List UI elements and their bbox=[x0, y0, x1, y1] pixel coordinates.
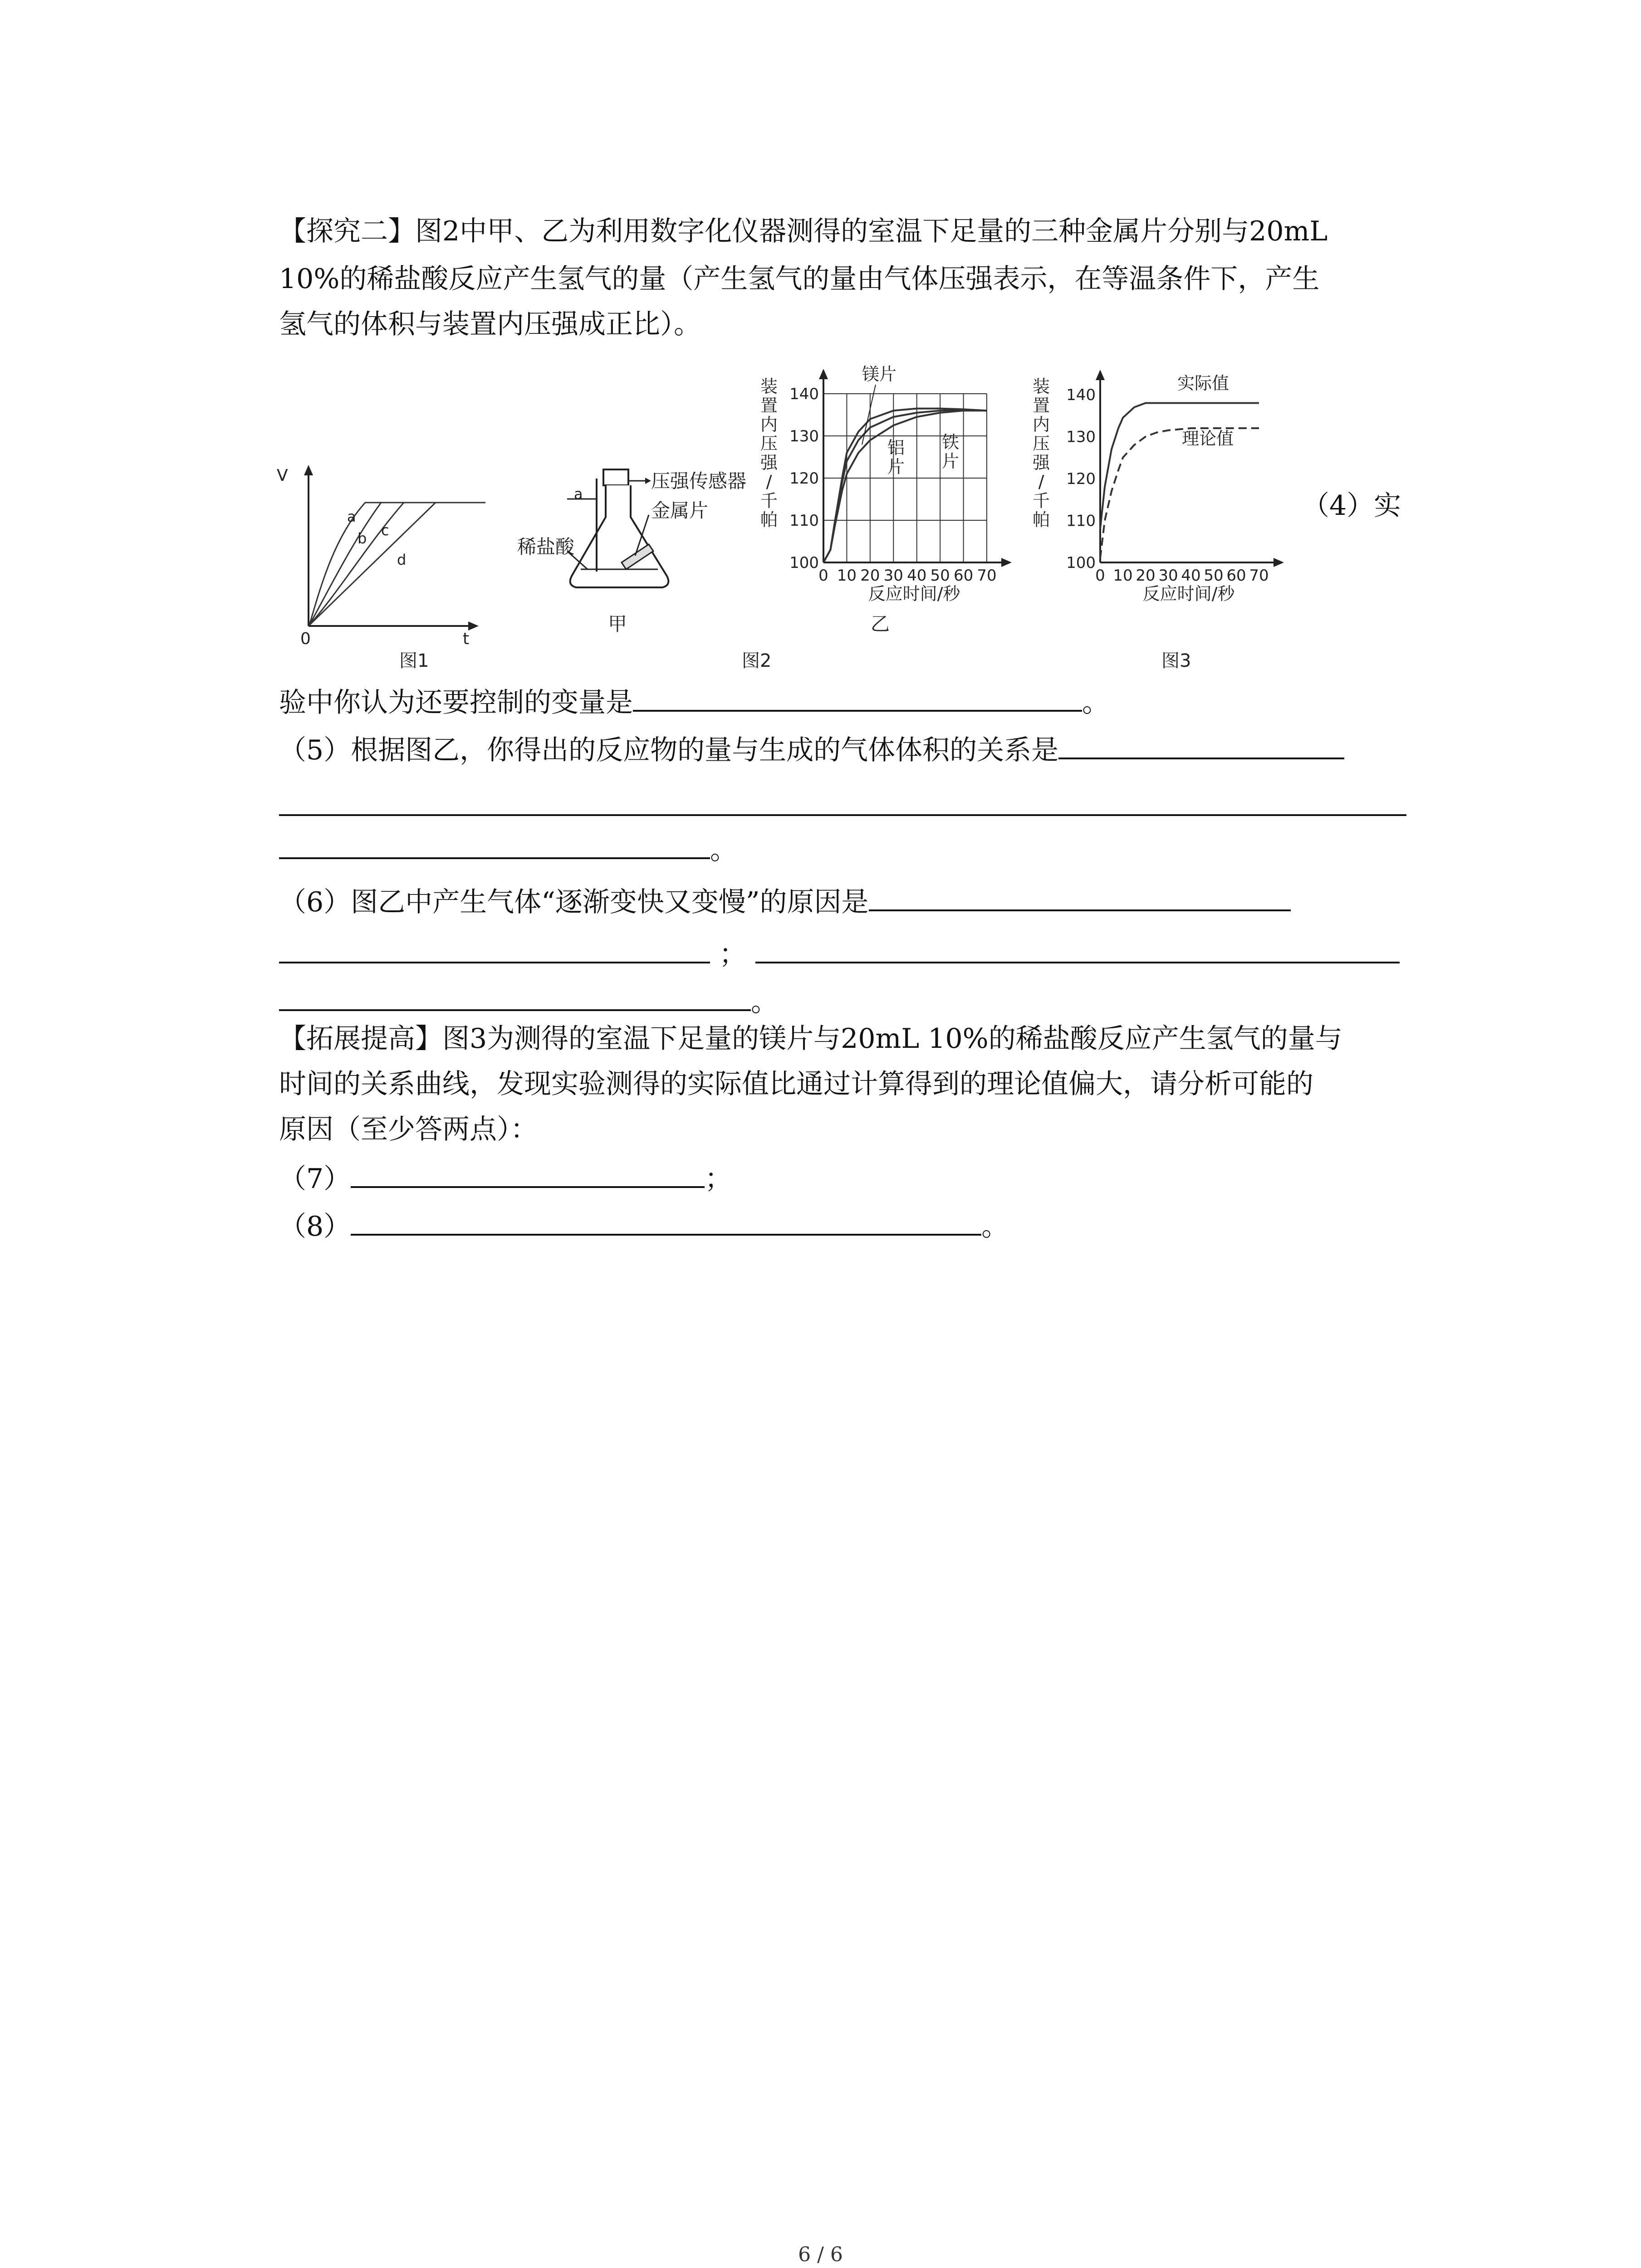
q7-line bbox=[279, 1159, 732, 1197]
fig1-label-a: a bbox=[347, 508, 356, 525]
q5-line-3 bbox=[279, 830, 737, 868]
figure-2-apparatus bbox=[513, 463, 767, 644]
y-axis-arrow bbox=[819, 369, 828, 379]
q5-prefix: （5）根据图乙，你得出的反应物的量与生成的气体体积的关系是 bbox=[279, 734, 1059, 766]
y-axis-label-char: 帕 bbox=[760, 510, 778, 530]
x-tick-label: 20 bbox=[860, 567, 880, 585]
q6-line-1 bbox=[279, 882, 1291, 920]
fig1-label-c: c bbox=[381, 522, 389, 539]
y-tick-label: 140 bbox=[789, 385, 819, 403]
q8-line bbox=[279, 1207, 1009, 1245]
fig1-label-d: d bbox=[397, 551, 407, 568]
fig1-curve-d bbox=[309, 503, 436, 625]
extension-line-1: 【拓展提高】图3为测得的室温下足量的镁片与20mL 10%的稀盐酸反应产生氢气的量与 bbox=[279, 1023, 1342, 1055]
x-tick-label: 30 bbox=[1158, 567, 1178, 585]
intro-line-3: 氢气的体积与装置内压强成正比）。 bbox=[279, 308, 701, 340]
y-tick-label: 110 bbox=[1066, 512, 1096, 530]
fig1-origin: 0 bbox=[300, 630, 311, 644]
y-axis-label-char: 装 bbox=[760, 376, 778, 396]
q5-answer-blank-1[interactable] bbox=[1058, 730, 1344, 759]
page-number: 6 / 6 bbox=[798, 2243, 843, 2266]
x-tick-label: 50 bbox=[930, 567, 950, 585]
y-axis-label-char: 帕 bbox=[1032, 510, 1050, 530]
y-axis-label-char: 压 bbox=[1032, 434, 1050, 454]
y-axis-label-char: / bbox=[1038, 472, 1044, 492]
x-axis-arrow bbox=[1274, 558, 1284, 567]
label-metal: 金属片 bbox=[651, 499, 709, 522]
figure-2-chart bbox=[749, 358, 1039, 644]
y-tick-label: 110 bbox=[789, 512, 819, 530]
x-tick-label: 30 bbox=[883, 567, 903, 585]
q4-prefix: 验中你认为还要控制的变量是 bbox=[279, 687, 633, 719]
q7-answer-blank[interactable] bbox=[351, 1159, 705, 1188]
q6-answer-blank-2[interactable] bbox=[279, 934, 710, 963]
apparatus-sublabel: 甲 bbox=[608, 613, 627, 635]
series-line-1 bbox=[823, 409, 987, 562]
series-line-2 bbox=[823, 410, 987, 562]
y-axis-label-char: 置 bbox=[1032, 396, 1050, 415]
extension-line-3: 原因（至少答两点）： bbox=[279, 1114, 538, 1145]
fig1-curve-c bbox=[309, 503, 407, 625]
series-label-char: 铝 bbox=[887, 438, 905, 458]
y-axis-label-char: 压 bbox=[760, 434, 778, 454]
label-a: a bbox=[574, 485, 583, 503]
q6-answer-blank-4[interactable] bbox=[279, 982, 751, 1011]
fig1-caption: 图1 bbox=[399, 650, 429, 671]
x-tick-label: 70 bbox=[1249, 567, 1269, 585]
series-label: 理论值 bbox=[1182, 429, 1234, 449]
q8-end: 。 bbox=[981, 1211, 1009, 1242]
x-tick-label: 60 bbox=[1226, 567, 1246, 585]
q6-end: 。 bbox=[751, 986, 778, 1018]
stopper bbox=[603, 469, 628, 485]
y-axis-label-char: 内 bbox=[1032, 415, 1050, 435]
q8-prefix: （8） bbox=[279, 1211, 351, 1242]
q6-answer-blank-1[interactable] bbox=[869, 882, 1291, 911]
q6-line-2 bbox=[279, 934, 1400, 973]
fig1-x-label: t bbox=[463, 630, 470, 644]
y-axis-label-char: 内 bbox=[760, 415, 778, 435]
fig1-curve-b bbox=[309, 503, 381, 625]
fig2-caption: 图2 bbox=[742, 650, 772, 671]
q7-end: ； bbox=[705, 1163, 732, 1195]
fig1-x-arrow bbox=[468, 621, 479, 631]
x-tick-label: 10 bbox=[837, 567, 857, 585]
q4-answer-blank[interactable] bbox=[633, 683, 1082, 712]
x-tick-label: 20 bbox=[1136, 567, 1156, 585]
q4-end: 。 bbox=[1082, 687, 1109, 719]
q6-line-3 bbox=[279, 982, 778, 1020]
series-label-char: 铁 bbox=[941, 432, 960, 452]
y-tick-label: 100 bbox=[1066, 554, 1096, 572]
y-tick-label: 120 bbox=[789, 469, 819, 488]
q5-end: 。 bbox=[710, 834, 737, 866]
y-tick-label: 130 bbox=[1066, 428, 1096, 446]
q5-answer-blank-3[interactable] bbox=[279, 830, 710, 859]
x-tick-label: 10 bbox=[1113, 567, 1133, 585]
q8-answer-blank[interactable] bbox=[351, 1207, 981, 1236]
series-line-1 bbox=[1100, 403, 1259, 529]
label-acid: 稀盐酸 bbox=[517, 536, 575, 558]
x-axis-arrow bbox=[1001, 558, 1012, 567]
q7-prefix: （7） bbox=[279, 1163, 351, 1195]
x-tick-label: 40 bbox=[1181, 567, 1201, 585]
fig1-y-label: V bbox=[277, 466, 288, 485]
y-tick-label: 140 bbox=[1066, 386, 1096, 404]
figure-3-chart bbox=[1028, 358, 1309, 612]
chart-sublabel: 乙 bbox=[870, 613, 890, 635]
x-axis-label: 反应时间/秒 bbox=[868, 584, 960, 604]
series-label: 镁片 bbox=[862, 364, 897, 384]
x-tick-label: 0 bbox=[818, 567, 828, 585]
intro-line-1: 【探究二】图2中甲、乙为利用数字化仪器测得的室温下足量的三种金属片分别与20mL bbox=[279, 215, 1328, 247]
y-axis-label-char: 强 bbox=[760, 453, 778, 473]
q5-line-1 bbox=[279, 730, 1344, 768]
y-tick-label: 100 bbox=[789, 554, 819, 572]
fig1-y-arrow bbox=[304, 465, 313, 475]
q6-answer-blank-3[interactable] bbox=[755, 934, 1400, 963]
x-tick-label: 70 bbox=[977, 567, 997, 585]
series-label: 实际值 bbox=[1177, 373, 1230, 393]
y-axis-label-char: 装 bbox=[1032, 376, 1050, 396]
fig1-label-b: b bbox=[358, 530, 367, 547]
y-axis-label-char: 千 bbox=[760, 491, 778, 511]
series-line-3 bbox=[823, 411, 987, 562]
x-tick-label: 0 bbox=[1095, 567, 1105, 585]
series-label-char: 片 bbox=[887, 457, 905, 477]
series-line-2 bbox=[1100, 428, 1259, 558]
y-axis-label-char: 千 bbox=[1032, 491, 1050, 511]
x-tick-label: 60 bbox=[953, 567, 974, 585]
figure-1 bbox=[268, 454, 522, 644]
fig3-caption: 图3 bbox=[1161, 650, 1191, 671]
intro-line-2: 10%的稀盐酸反应产生氢气的量（产生氢气的量由气体压强表示，在等温条件下，产生 bbox=[279, 263, 1320, 295]
x-axis-label: 反应时间/秒 bbox=[1142, 584, 1235, 604]
q6-prefix: （6）图乙中产生气体“逐渐变快又变慢”的原因是 bbox=[279, 886, 869, 918]
y-axis-label-char: 强 bbox=[1032, 453, 1050, 473]
x-tick-label: 40 bbox=[907, 567, 927, 585]
q6-sep: ； bbox=[719, 938, 746, 970]
y-axis-arrow bbox=[1096, 370, 1105, 380]
y-axis-label-char: / bbox=[766, 472, 772, 492]
q4-line bbox=[279, 683, 1109, 721]
q4-tail: （4）实 bbox=[1302, 490, 1401, 522]
q5-answer-blank-2[interactable] bbox=[279, 814, 1406, 816]
y-tick-label: 130 bbox=[789, 427, 819, 445]
y-tick-label: 120 bbox=[1066, 470, 1096, 488]
extension-line-2: 时间的关系曲线，发现实验测得的实际值比通过计算得到的理论值偏大，请分析可能的 bbox=[279, 1068, 1313, 1100]
label-sensor: 压强传感器 bbox=[651, 470, 747, 492]
series-label-char: 片 bbox=[941, 451, 960, 471]
x-tick-label: 50 bbox=[1204, 567, 1224, 585]
y-axis-label-char: 置 bbox=[760, 396, 778, 415]
